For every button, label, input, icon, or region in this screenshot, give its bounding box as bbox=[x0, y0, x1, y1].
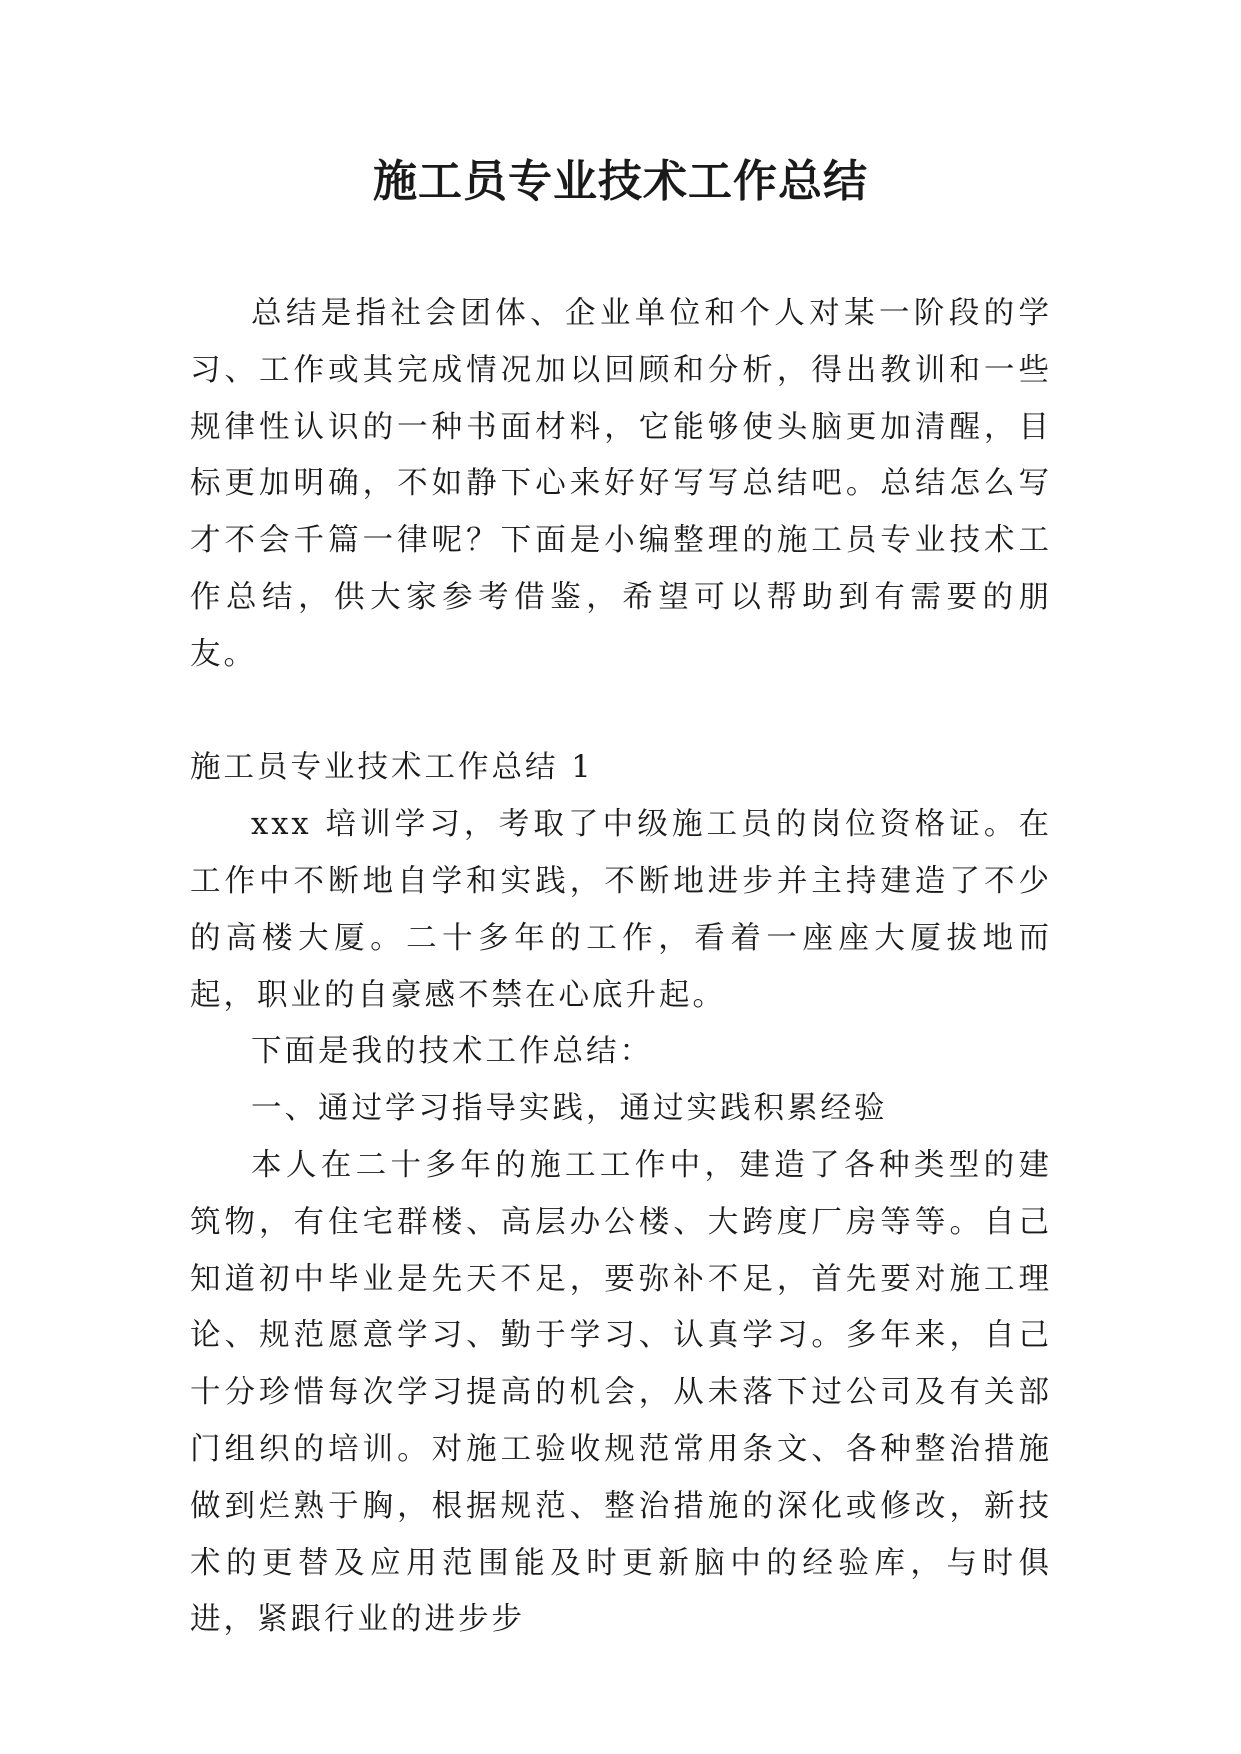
section-heading: 施工员专业技术工作总结 1 bbox=[190, 750, 594, 786]
intro-paragraph: 总结是指社会团体、企业单位和个人对某一阶段的学习、工作或其完成情况加以回顾和分析，得出教训和一些规律性认识的一种书面材料，它能够使头脑更加清醒，目标更加明确，不如静下心来好好写写总结吧。总结怎么写才不会千篇一律呢？下面是小编整理的施工员专业技术工作总结，供大家参考借鉴，希望可以帮助到有需要的朋友。 bbox=[190, 296, 1052, 672]
document-title: 施工员专业技术工作总结 bbox=[373, 156, 868, 207]
body-paragraph: xxx 培训学习，考取了中级施工员的岗位资格证。在工作中不断地自学和实践，不断地进步并主持建造了不少的高楼大厦。二十多年的工作，看着一座座大厦拔地而起，职业的自豪感不禁在心底升起。 bbox=[190, 807, 1052, 1013]
subsection-heading: 一、通过学习指导实践，通过实践积累经验 bbox=[251, 1091, 888, 1127]
body-paragraph: 本人在二十多年的施工工作中，建造了各种类型的建筑物，有住宅群楼、高层办公楼、大跨度厂房等等。自己知道初中毕业是先天不足，要弥补不足，首先要对施工理论、规范愿意学习、勤于学习、认真学习。多年来，自己十分珍惜每次学习提高的机会，从未落下过公司及有关部门组织的培训。对施工验收规范常用条文、各种整治措施做到烂熟于胸，根据规范、整治措施的深化或修改，新技术的更替及应用范围能及时更新脑中的经验库，与时俱进，紧跟行业的进步步 bbox=[190, 1147, 1052, 1638]
document-body bbox=[190, 286, 1052, 1649]
body-paragraph: 下面是我的技术工作总结： bbox=[251, 1034, 653, 1070]
